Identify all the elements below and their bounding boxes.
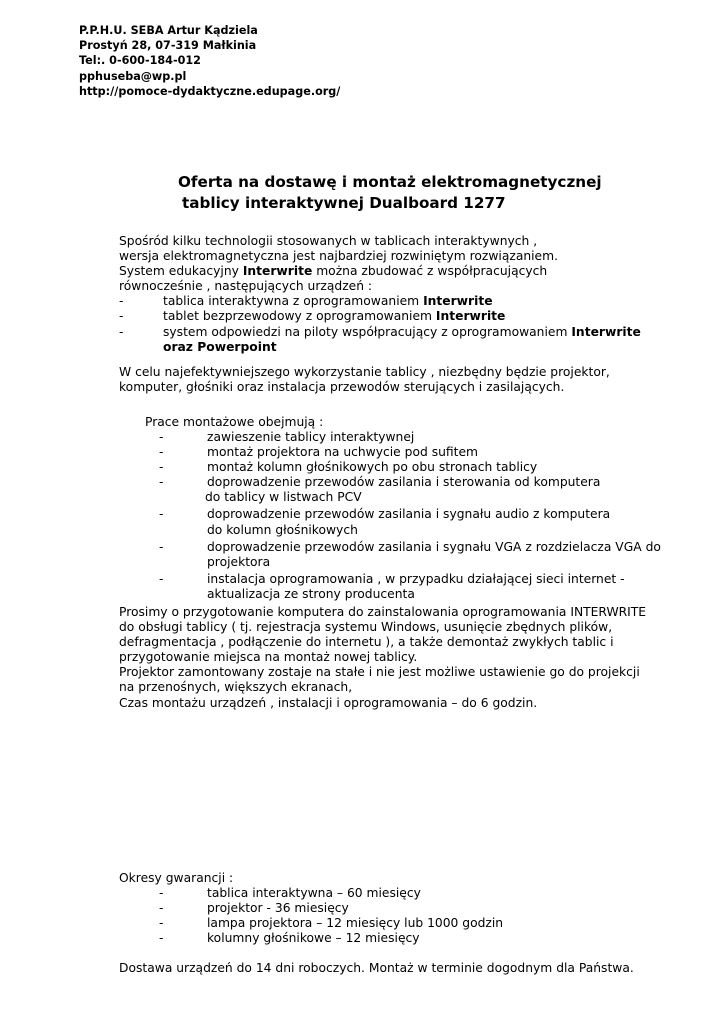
bullet-dash: - xyxy=(159,460,164,475)
bullet-dash: - xyxy=(159,901,164,916)
bullet-dash: - xyxy=(159,430,164,444)
paragraph-line: Projektor zamontowany zostaje na stałe i nie jest możliwe ustawienie go do projekcji xyxy=(119,665,640,680)
delivery-note: Dostawa urządzeń do 14 dni roboczych. Montaż w terminie dogodnym dla Państwa. xyxy=(119,961,634,975)
paragraph-line: defragmentacja , podłączenie do internetu ), a także demontaż zwykłych tablic i xyxy=(119,635,614,650)
bullet-dash: - xyxy=(159,916,164,931)
warranty-heading: Okresy gwarancji : xyxy=(119,871,234,885)
company-website: http://pomoce-dydaktyczne.edupage.org/ xyxy=(79,84,341,98)
installation-item: - zawieszenie tablicy interaktywnej xyxy=(159,430,415,444)
paragraph-line: na przenośnych, większych ekranach, xyxy=(119,680,353,695)
warranty-item: - tablica interaktywna – 60 miesięcy xyxy=(159,886,421,900)
company-phone: Tel:. 0-600-184-012 xyxy=(79,54,201,68)
bullet-dash: - xyxy=(159,539,164,554)
paragraph-line: W celu najefektywniejszego wykorzystanie tablicy , niezbędny będzie projektor, xyxy=(119,365,610,379)
warranty-item: - kolumny głośnikowe – 12 miesięcy xyxy=(159,931,420,946)
installation-item: - doprowadzenie przewodów zasilania i sygnału VGA z rozdzielacza VGA do projektora xyxy=(159,539,661,569)
bullet-dash: - xyxy=(159,886,164,900)
paragraph-line: Prosimy o przygotowanie komputera do zainstalowania oprogramowania INTERWRITE xyxy=(119,605,647,619)
warranty-list xyxy=(119,886,503,946)
intro-line: wersja elektromagnetyczna jest najbardziej rozwiniętym rozwiązaniem. xyxy=(119,249,559,264)
installation-item: - doprowadzenie przewodów zasilania i sygnału audio z komputera do kolumn głośnikowych xyxy=(159,507,611,537)
intro-section xyxy=(119,234,641,355)
device-list-item: - system odpowiedzi na piloty współpracujący z oprogramowaniem Interwrite xyxy=(119,324,641,339)
installation-list xyxy=(119,430,661,602)
document-title xyxy=(178,172,602,213)
company-email: pphuseba@wp.pl xyxy=(79,69,187,83)
efficiency-paragraph xyxy=(119,365,610,395)
bullet-dash: - xyxy=(159,507,164,522)
bullet-dash: - xyxy=(159,445,164,460)
paragraph-line: komputer, głośniki oraz instalacja przewodów sterujących i zasilających. xyxy=(119,380,565,395)
title-line-2: tablicy interaktywnej Dualboard 1277 xyxy=(182,193,506,212)
warranty-item: - lampa projektora – 12 miesięcy lub 1000 godzin xyxy=(159,916,504,931)
device-list-item-continuation: oraz Powerpoint xyxy=(163,339,277,354)
paragraph-line: przygotowanie miejsca na montaż nowej tablicy. xyxy=(119,650,418,665)
device-list-item: - tablet bezprzewodowy z oprogramowaniem Interwrite xyxy=(119,309,506,324)
intro-line: System edukacyjny Interwrite można zbudować z współpracujących xyxy=(119,264,548,279)
intro-line: równocześnie , następujących urządzeń : xyxy=(119,279,373,294)
installation-item: - instalacja oprogramowania , w przypadku działającej sieci internet - aktualizacja ze strony producenta xyxy=(159,571,625,601)
installation-item: - montaż projektora na uchwycie pod sufitem xyxy=(159,445,479,460)
installation-item: - montaż kolumn głośnikowych po obu stronach tablicy xyxy=(159,460,538,475)
company-header xyxy=(79,23,340,99)
company-name: P.P.H.U. SEBA Artur Kądziela xyxy=(79,24,258,37)
installation-item: - doprowadzenie przewodów zasilania i sterowania od komputera do tablicy w listwach PCV xyxy=(159,475,601,505)
bullet-dash: - xyxy=(119,294,124,309)
paragraph-line: Czas montażu urządzeń , instalacji i oprogramowania – do 6 godzin. xyxy=(119,695,538,710)
bullet-dash: - xyxy=(159,571,164,586)
bullet-dash: - xyxy=(159,475,164,490)
intro-line: Spośród kilku technologii stosowanych w tablicach interaktywnych , xyxy=(119,234,538,248)
company-address: Prostyń 28, 07-319 Małkinia xyxy=(79,39,257,53)
warranty-item: - projektor - 36 miesięcy xyxy=(159,901,349,916)
installation-heading: Prace montażowe obejmują : xyxy=(145,415,324,429)
bullet-dash: - xyxy=(159,931,164,946)
request-paragraph xyxy=(119,605,646,711)
bullet-dash: - xyxy=(119,309,124,324)
bullet-dash: - xyxy=(119,324,124,339)
title-line-1: Oferta na dostawę i montaż elektromagnetycznej xyxy=(178,173,602,191)
device-list-item: - tablica interaktywna z oprogramowaniem Interwrite xyxy=(119,294,493,309)
paragraph-line: do obsługi tablicy ( tj. rejestracja systemu Windows, usunięcie zbędnych plików, xyxy=(119,620,613,635)
